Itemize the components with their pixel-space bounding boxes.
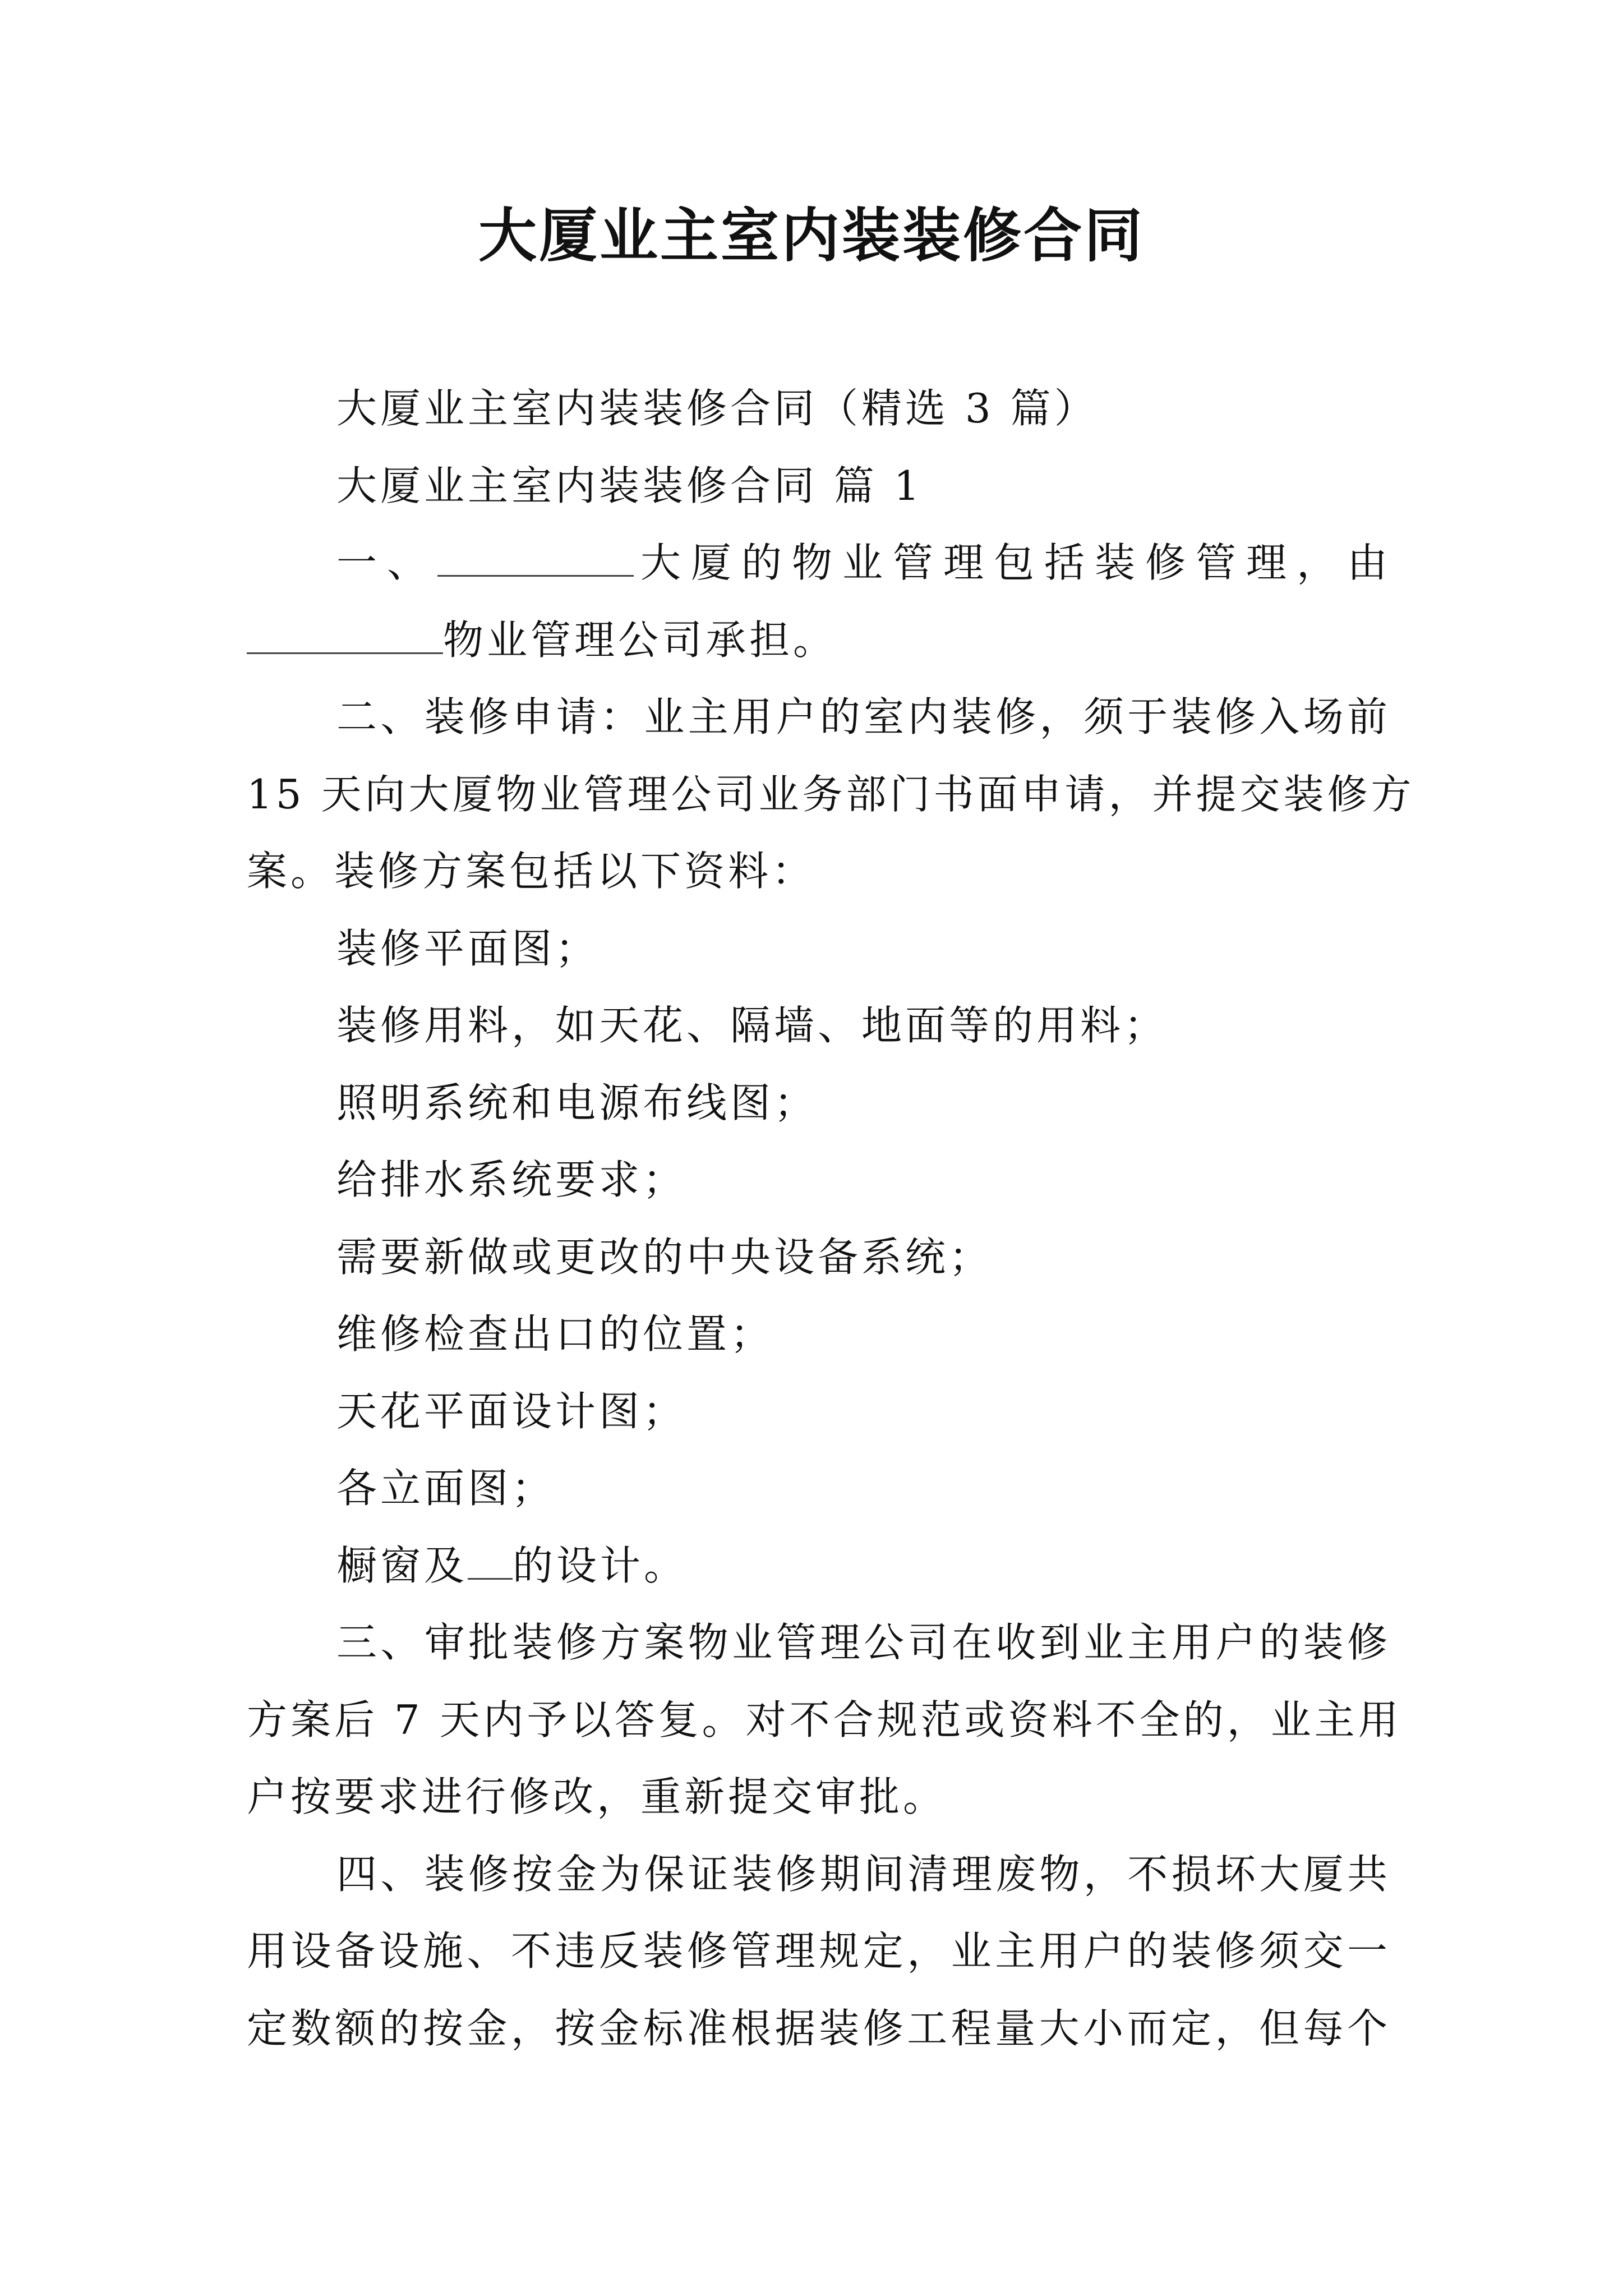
- material-item: 天花平面设计图；: [336, 1387, 687, 1435]
- clause-2-line-2: 15 天向大厦物业管理公司业务部门书面申请，并提交装修方: [247, 770, 1415, 818]
- clause-4-line-1: 四、装修按金为保证装修期间清理废物，不损坏大厦共: [336, 1850, 1391, 1898]
- fill-in-blank: [437, 539, 634, 577]
- material-item: 给排水系统要求；: [336, 1156, 687, 1203]
- clause-1-prefix: 一、: [336, 539, 437, 586]
- material-item-showcase: [247, 1527, 1391, 1605]
- fill-in-blank: [247, 616, 443, 654]
- material-item: 照明系统和电源布线图；: [336, 1079, 818, 1126]
- document-title: 大厦业主室内装装修合同: [478, 201, 1145, 270]
- clause-2-line-1: 二、装修申请：业主用户的室内装修，须于装修入场前: [336, 693, 1391, 740]
- clause-1-line-2: [247, 602, 1391, 679]
- clause-1-line-1: [247, 524, 1391, 602]
- material-item: 装修用料，如天花、隔墙、地面等的用料；: [336, 1002, 1168, 1049]
- material-item: 需要新做或更改的中央设备系统；: [336, 1233, 993, 1281]
- clause-3-line-2: 方案后 7 天内予以答复。对不合规范或资料不全的，业主用: [247, 1696, 1402, 1743]
- section-heading: 大厦业主室内装装修合同 篇 1: [336, 462, 923, 509]
- document-body: [247, 370, 1415, 2067]
- clause-4-line-3: 定数额的按金，按金标准根据装修工程量大小而定，但每个: [247, 2004, 1391, 2052]
- showcase-text-2: 的设计。: [513, 1542, 688, 1589]
- material-item: 装修平面图；: [336, 924, 600, 972]
- fill-in-blank: [468, 1542, 513, 1580]
- material-item: 各立面图；: [336, 1465, 556, 1512]
- document-subtitle: 大厦业主室内装装修合同（精选 3 篇）: [336, 385, 1098, 432]
- material-item: 维修检查出口的位置；: [336, 1310, 774, 1358]
- clause-4-line-2: 用设备设施、不违反装修管理规定，业主用户的装修须交一: [247, 1927, 1391, 1975]
- clause-1-text: 大厦的物业管理包括装修管理，由: [634, 539, 1391, 586]
- clause-3-line-3: 户按要求进行修改，重新提交审批。: [247, 1773, 947, 1820]
- clause-2-line-3: 案。装修方案包括以下资料：: [247, 848, 816, 895]
- clause-1-text-2: 物业管理公司承担。: [443, 616, 837, 664]
- showcase-text: 橱窗及: [336, 1542, 468, 1589]
- clause-3-line-1: 三、审批装修方案物业管理公司在收到业主用户的装修: [336, 1619, 1391, 1666]
